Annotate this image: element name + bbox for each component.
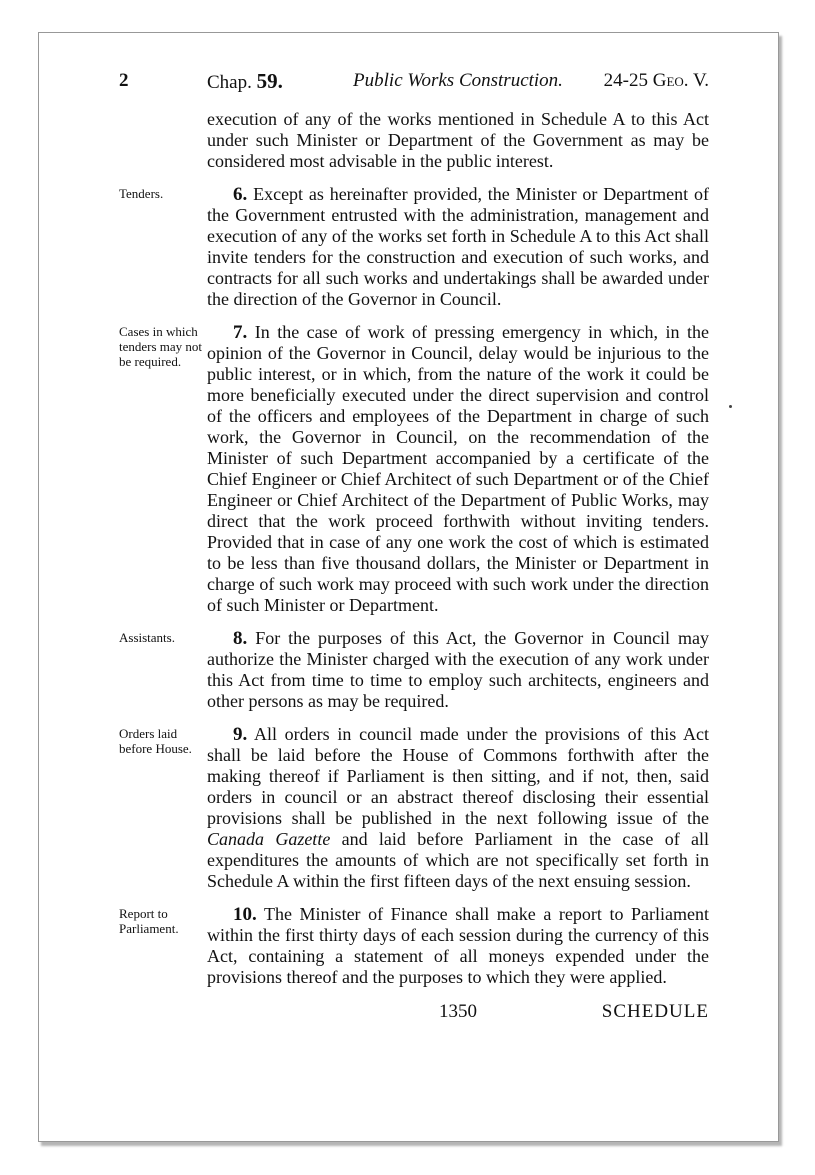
regnal-years: 24-25 <box>603 70 648 91</box>
page-number: 2 <box>119 70 129 91</box>
paragraph-text: execution of any of the works mentioned in Schedule A to this Act under such Minister or Department of the Government as may be considered most advisable in the public interest. <box>207 109 709 171</box>
section-number: 7. <box>233 322 248 343</box>
scan-speck <box>729 405 732 408</box>
page-footer <box>207 1001 709 1022</box>
regnal-name: Geo. <box>652 70 689 91</box>
section-10-paragraph <box>119 904 709 988</box>
section-6-paragraph <box>119 184 709 310</box>
running-title: Public Works Construction. <box>353 70 563 91</box>
chapter-number: 59. <box>256 69 283 93</box>
section-number: 9. <box>233 724 248 745</box>
paragraph-text: and laid before Parliament in the case of all expenditures the amounts of which are not specifically set forth in Schedule A within the first fifteen days of the next ensuing session. <box>207 829 709 891</box>
folio-number: 1350 <box>439 1001 477 1022</box>
catchword-schedule: SCHEDULE <box>601 1001 709 1022</box>
gazette-title: Canada Gazette <box>207 829 331 849</box>
margin-note-cases: Cases in which tenders may not be required. <box>119 324 203 369</box>
margin-note-report: Report to Parliament. <box>119 906 179 936</box>
paragraph-continuation <box>207 109 709 172</box>
act-body-text <box>119 109 710 1022</box>
chapter-label: Chap. <box>207 72 252 93</box>
scanned-page <box>38 32 779 1142</box>
section-9-paragraph <box>119 724 709 892</box>
regnal-numeral: V. <box>692 70 709 91</box>
section-number: 6. <box>233 184 248 205</box>
paragraph-text: The Minister of Finance shall make a report to Parliament within the first thirty days of each session during the currency of this Act, containing a statement of all moneys expended under the provisions thereof and the purposes to which they were applied. <box>207 904 709 987</box>
paragraph-text: For the purposes of this Act, the Governor in Council may authorize the Minister charged with the execution of any work under this Act from time to time to employ such architects, engineers and other persons as may be required. <box>207 628 709 711</box>
section-7-paragraph <box>119 322 710 616</box>
section-number: 10. <box>233 904 257 925</box>
paragraph-text: All orders in council made under the provisions of this Act shall be laid before the House of Commons forthwith after the making thereof if Parliament is then sitting, and if not, then, said orders in council or an abstract thereof disclosing their essential provisions shall be published in the next following issue of the <box>207 724 709 828</box>
section-number: 8. <box>233 628 248 649</box>
running-head <box>39 69 778 95</box>
margin-note-assistants: Assistants. <box>119 630 175 645</box>
paragraph-text: Except as hereinafter provided, the Minister or Department of the Government entrusted with the administration, management and execution of any of the works set forth in Schedule A to this Act shall invite tenders for the construction and execution of such works, and contracts for all such works and undertakings shall be awarded under the direction of the Governor in Council. <box>207 184 709 309</box>
regnal-year <box>604 69 709 93</box>
paragraph-text: In the case of work of pressing emergency in which, in the opinion of the Governor in Council, delay would be injurious to the public interest, or in which, from the nature of the work it could be more beneficially executed under the direct supervision and control of the officers and employees of the Department in charge of such work, the Governor in Council, on the recommendation of the Minister of such Department accompanied by a certificate of the Chief Engineer or Chief Architect of such Department or of the Chief Engineer or Chief Architect of the Department of Public Works, may direct that the work proceed forthwith without inviting tenders. Provided that in case of any one work the cost of which is estimated to be less than five thousand dollars, the Minister or Department in charge of such work may proceed with such work under the direction of such Minister or Department. <box>207 322 710 615</box>
margin-note-tenders: Tenders. <box>119 186 164 201</box>
margin-note-orders: Orders laid before House. <box>119 726 192 756</box>
section-8-paragraph <box>119 628 709 712</box>
